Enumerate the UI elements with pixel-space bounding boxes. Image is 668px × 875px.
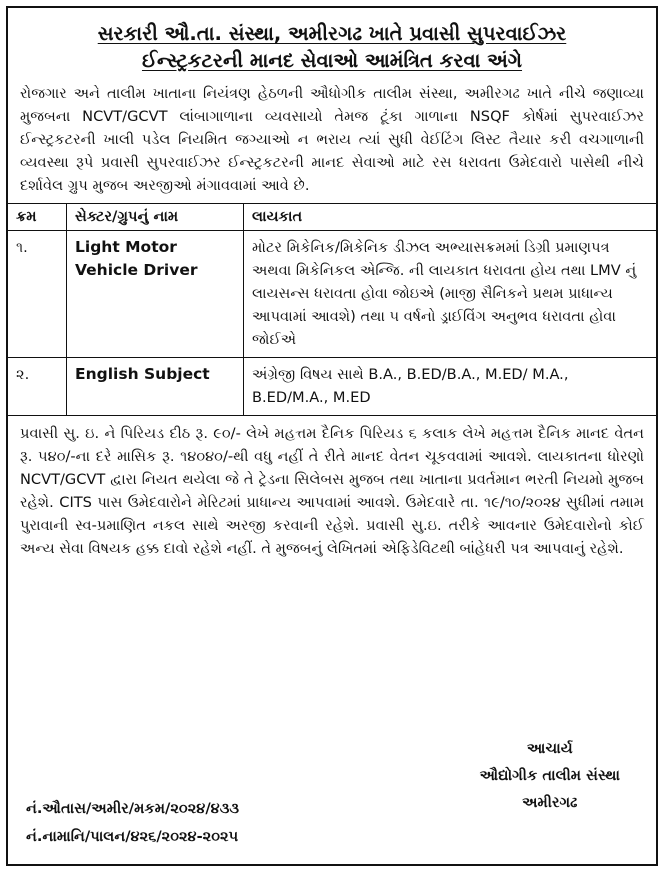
header-sr: ક્રમ <box>8 204 67 231</box>
row-sector: Light Motor Vehicle Driver <box>67 231 244 358</box>
signature-designation: આચાર્ય <box>526 740 573 757</box>
reference-number-2: નં.નામાનિ/પાલન/૪૨૬/૨૦૨૪-૨૦૨૫ <box>26 828 239 845</box>
table-row <box>8 231 656 358</box>
reference-number-1: નં.ઔતાસ/અમીર/મકમ/૨૦૨૪/૪૩૩ <box>26 800 240 817</box>
posts-table <box>8 203 656 416</box>
table-header-row <box>8 204 656 231</box>
title-line-2: ઈન્સ્ટ્રકટરની માનદ સેવાઓ આમંત્રિત કરવા અંગે <box>141 49 523 72</box>
row-qualification: અંગ્રેજી વિષય સાથે B.A., B.ED/B.A., M.ED/ M.A., B.ED/M.A., M.ED <box>244 358 657 416</box>
signature-institute: ઔદ્યોગીક તાલીમ સંસ્થા <box>479 767 620 784</box>
notice-title <box>8 20 656 74</box>
signature-place: અમીરગઢ <box>522 794 578 811</box>
table-row <box>8 358 656 416</box>
row-sector: English Subject <box>67 358 244 416</box>
signature-block <box>480 735 620 816</box>
intro-paragraph: રોજગાર અને તાલીમ ખાતાના નિયંત્રણ હેઠળની ઔધોગીક તાલીમ સંસ્થા, અમીરગઢ ખાતે નીચે જણાવ્યા મુજબના NCVT/GCVT લાંબાગાળાના વ્યવસાયો તેમજ ટૂંકા ગાળાના NSQF કોર્ષમાં સુપરવાઈઝર ઈન્સ્ટ્રકટરની ખાલી પડેલ નિયમિત જગ્યાઓ ન ભરાય ત્યાં સુધી વેઈટિંગ લિસ્ટ તૈયાર કરી વચગાળાની વ્યવસ્થા રૂપે પ્રવાસી સુપરવાઈઝર ઈન્સ્ટ્રકટરની માનદ સેવાઓ માટે રસ ધરાવતા ઉમેદવારો પાસેથી નીચે દર્શાવેલ ગ્રુપ મુજબ અરજીઓ મંગાવવામાં આવે છે. <box>20 85 644 194</box>
row-sr: ૨. <box>8 358 67 416</box>
row-sr: ૧. <box>8 231 67 358</box>
row-qualification: મોટર મિકેનિક/મિકેનિક ડીઝલ અભ્યાસક્રમમાં ડિગ્રી પ્રમાણપત્ર અથવા મિકેનિકલ એન્જિ. ની લાયકાત ધરાવતા હોય તથા LMV નું લાયસન્સ ધરાવતા હોવા જોઇએ (માજી સૈનિકને પ્રથમ પ્રાધાન્ય આપવામાં આવશે) તથા ૫ વર્ષનો ડ્રાઈવિંગ અનુભવ ધરાવતા હોવા જોઈએ <box>244 231 657 358</box>
title-line-1: સરકારી ઔ.તા. સંસ્થા, અમીરગઢ ખાતે પ્રવાસી સુપરવાઈઝર <box>97 22 567 45</box>
header-qualification: લાયકાત <box>244 204 657 231</box>
header-sector: સેક્ટર/ગ્રુપનું નામ <box>67 204 244 231</box>
terms-paragraph: પ્રવાસી સુ. ઇ. ને પિરિયડ દીઠ રૂ. ૯૦/- લેખે મહત્તમ દૈનિક પિરિયડ ૬ કલાક લેખે મહત્તમ દૈનિક માનદ વેતન રૂ. ૫૪૦/-ના દરે માસિક રૂ. ૧૪૦૪૦/-થી વધુ નહીં તે રીતે માનદ વેતન ચૂકવવામાં આવશે. લાયકાતના ધોરણો NCVT/GCVT દ્વારા નિયત થયેલા જે તે ટ્રેડના સિલેબસ મુજબ તથા ખાતાના પ્રવર્તમાન ભરતી નિયમો મુજબ રહેશે. CITS પાસ ઉમેદવારોને મેરિટમાં પ્રાધાન્ય આપવામાં આવશે. ઉમેદવારે તા. ૧૯/૧૦/૨૦૨૪ સુધીમાં તમામ પુરાવાની સ્વ-પ્રમાણિત નકલ સાથે અરજી કરવાની રહેશે. પ્રવાસી સુ.ઇ. તરીકે આવનાર ઉમેદવારોનો કોઈ અન્ય સેવા વિષયક હક્ક દાવો રહેશે નહીં. તે મુજબનું લેખિતમાં એફિડેવિટથી બાંહેધરી પત્ર આપવાનું રહેશે. <box>20 425 644 557</box>
